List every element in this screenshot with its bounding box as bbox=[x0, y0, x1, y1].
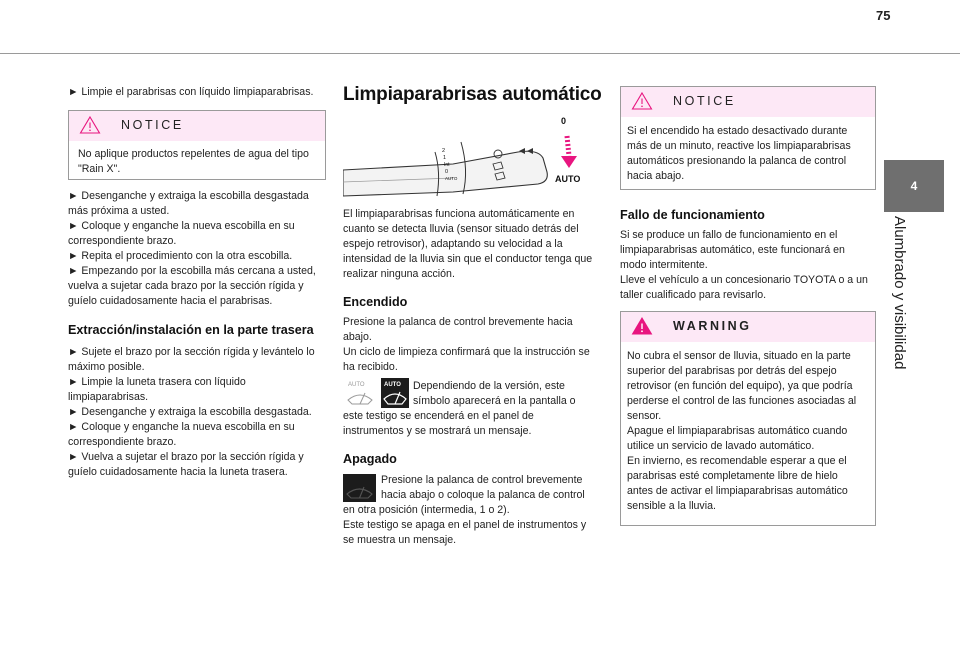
col3-notice-box bbox=[620, 86, 876, 190]
wiper-off-icon bbox=[343, 474, 376, 502]
warning-text: No cubra el sensor de lluvia, situado en la parte superior del parabrisas por detrás del espejo retrovisor (en función del equipo), ya que podría perderse el control de las funciones asociadas al sensor. Apague el limpiaparabrisas automático cuando utilice un servicio de lavado automático. En invierno, es recomendable esperar a que el parabrisas esté completamente libre de hielo antes de activar el limpiaparabrisas automático sensible a la lluvia. bbox=[627, 350, 857, 512]
col1-intro: ► Limpie el parabrisas con líquido limpiaparabrisas. bbox=[68, 86, 314, 98]
on-text2: este testigo se encenderá en el panel de instrumentos y se mostrará un mensaje. bbox=[343, 410, 534, 437]
auto-wiper-icon-grey bbox=[345, 378, 375, 408]
stalk-pos-auto: AUTO bbox=[445, 176, 458, 181]
section-title: Limpiaparabrisas automático bbox=[343, 84, 602, 105]
notice-header bbox=[69, 111, 325, 141]
chapter-title: Alumbrado y visibilidad bbox=[891, 216, 908, 370]
notice-text: No aplique productos repelentes de agua del tipo "Rain X". bbox=[78, 148, 309, 175]
top-rule bbox=[0, 53, 960, 54]
col1-rear-steps: ► Sujete el brazo por la sección rígida y levántelo lo máximo posible. ► Limpie la luneta trasera con líquido limpiaparabrisas. ► Desenganche y extraiga la escobilla desgastada. ► Coloque y enganche la nueva escobilla en su correspondiente brazo. ► Vuelva a sujetar el brazo por la sección rígida y guíelo cuidadosamente hacia la luneta trasera. bbox=[68, 346, 315, 478]
col1-notice-box bbox=[68, 110, 326, 180]
col2-intro: El limpiaparabrisas funciona automáticamente en cuanto se detecta lluvia (sensor situado detrás del espejo retrovisor), adaptando su velocidad a la intensidad de la lluvia sin que el conductor tenga que realizar ninguna acción. bbox=[343, 208, 593, 280]
auto-wiper-icon bbox=[381, 378, 409, 408]
notice-title: NOTICE bbox=[673, 94, 736, 108]
stalk-auto-label: AUTO bbox=[555, 174, 581, 184]
on-text2-indent: Dependiendo de la versión, este símbolo aparecerá en la pantalla o bbox=[413, 380, 576, 407]
off-text-indent: Presione la palanca de control brevemente hacia abajo o coloque la palanca de control bbox=[381, 474, 585, 501]
chapter-tab[interactable]: 4 bbox=[884, 160, 944, 212]
warning-title: WARNING bbox=[673, 319, 752, 333]
stalk-top-label: 0 bbox=[561, 116, 567, 126]
svg-text:AUTO: AUTO bbox=[348, 382, 365, 388]
fault-heading: Fallo de funcionamiento bbox=[620, 208, 765, 222]
notice-text: Si el encendido ha estado desactivado durante más de un minuto, reactive los limpiaparabrisas automáticos presionando la palanca de control hacia abajo. bbox=[627, 125, 851, 182]
warning-header bbox=[621, 312, 875, 342]
wiper-stalk-figure bbox=[343, 112, 583, 204]
off-text: en otra posición (intermedia, 1 o 2). Este testigo se apaga en el panel de instrumentos y se muestra un mensaje. bbox=[343, 504, 587, 546]
warning-triangle-icon bbox=[631, 91, 653, 111]
warning-triangle-icon bbox=[631, 316, 653, 336]
rear-heading: Extracción/instalación en la parte trasera bbox=[68, 323, 314, 337]
col1-steps: ► Desenganche y extraiga la escobilla desgastada más próxima a usted. ► Coloque y enganche la nueva escobilla en su correspondiente brazo. ► Repita el procedimiento con la otra escobilla. ► Empezando por la escobilla más cercana a usted, vuelva a sujetar cada brazo por la sección rígida y guíelo cuidadosamente hacia el parabrisas. bbox=[68, 190, 316, 307]
notice-title: NOTICE bbox=[121, 118, 184, 132]
notice-header bbox=[621, 87, 875, 117]
off-heading: Apagado bbox=[343, 452, 397, 466]
stalk-pos-2: 2 bbox=[442, 148, 446, 154]
on-text: Presione la palanca de control brevemente hacia abajo. Un ciclo de limpieza confirmará que la instrucción se ha recibido. bbox=[343, 316, 590, 373]
warning-triangle-icon bbox=[79, 115, 101, 135]
stalk-pos-1: 1 bbox=[443, 155, 447, 161]
on-heading: Encendido bbox=[343, 295, 408, 309]
stalk-pos-int: Int bbox=[444, 162, 450, 168]
fault-text: Si se produce un fallo de funcionamiento en el limpiaparabrisas automático, este funcionará en modo intermitente. Lleve el vehículo a un concesionario TOYOTA o a un taller cualificado para revisarlo. bbox=[620, 229, 868, 301]
stalk-pos-0: 0 bbox=[445, 169, 449, 175]
page-number: 75 bbox=[876, 8, 891, 23]
svg-text:AUTO: AUTO bbox=[384, 382, 401, 388]
col3-warning-box bbox=[620, 311, 876, 526]
